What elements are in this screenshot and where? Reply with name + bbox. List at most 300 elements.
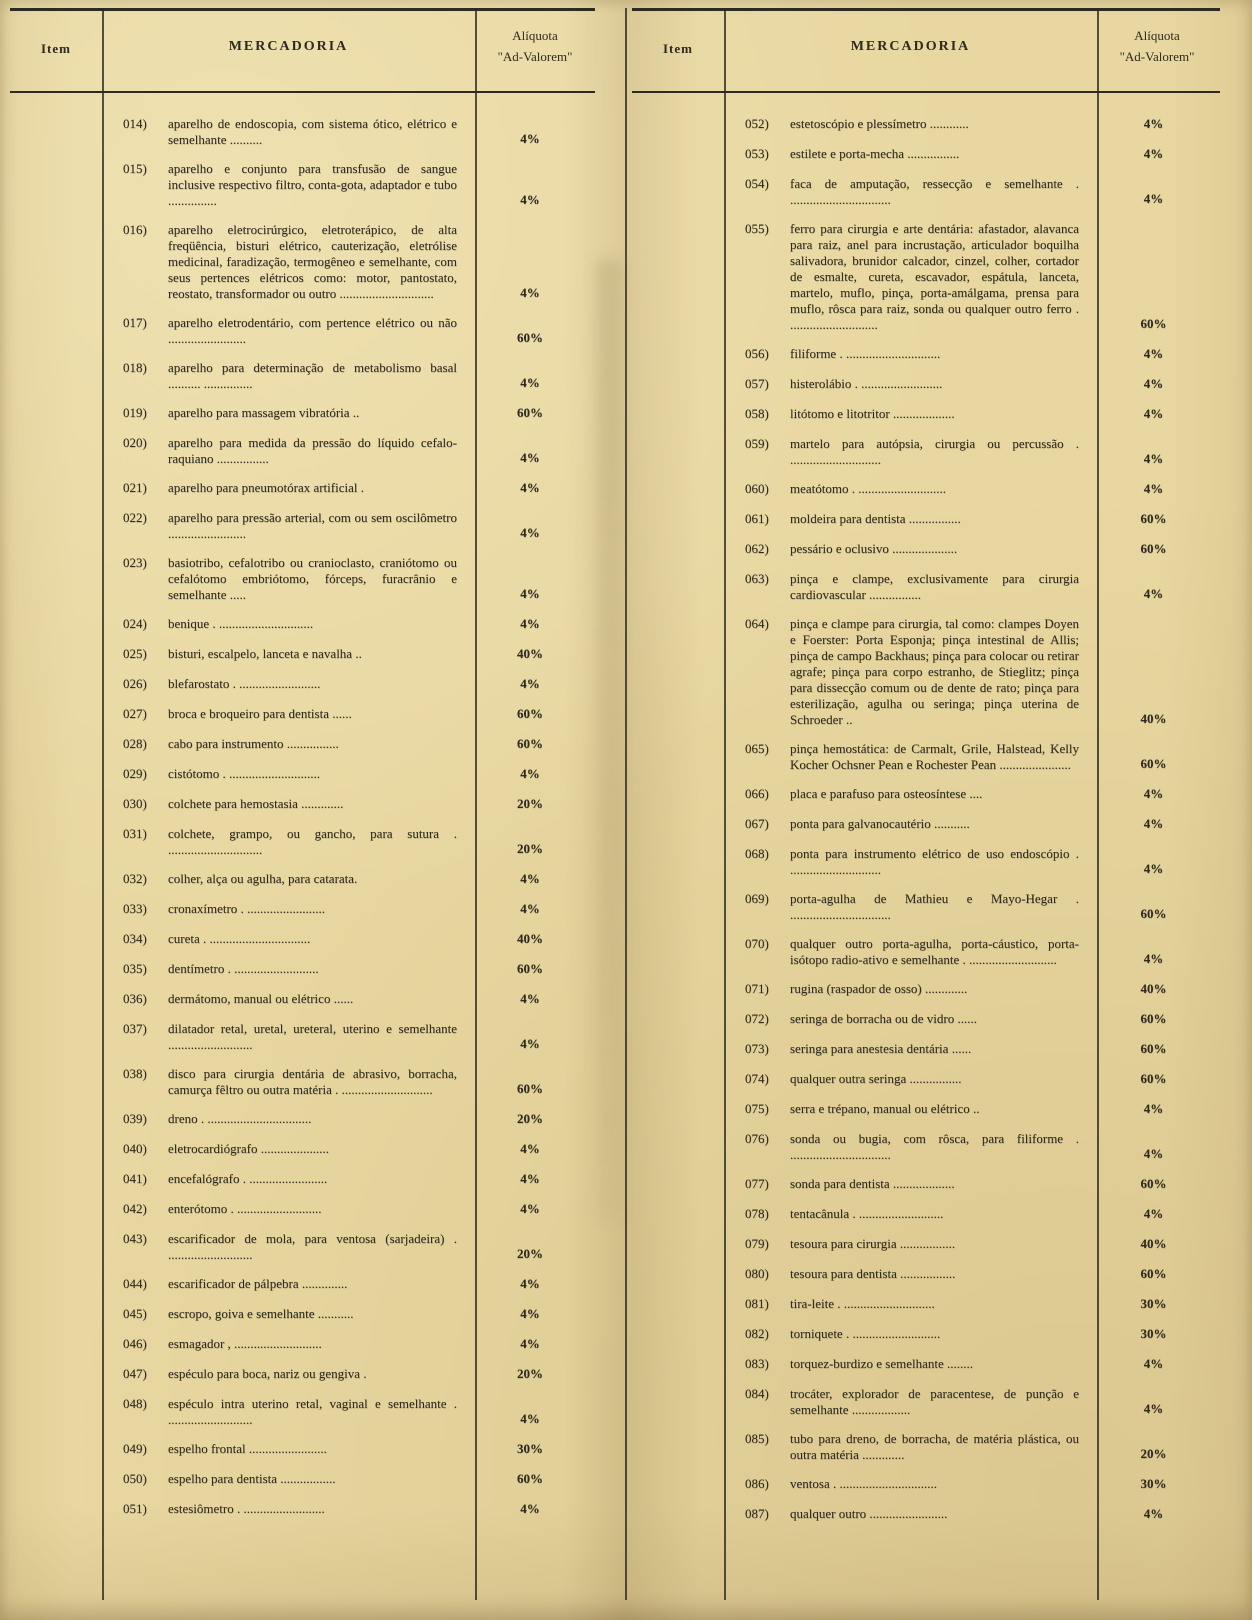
item-description: cabo para instrumento ................	[168, 736, 339, 751]
item-rate: 40%	[517, 646, 543, 661]
item-description: placa e parafuso para osteosíntese ....	[790, 786, 983, 801]
item-description: aparelho e conjunto para transfusão de sangue inclusive respectivo filtro, conta-gota, adaptador e tubo ...............	[168, 161, 457, 208]
item-rate: 60%	[1140, 1176, 1167, 1191]
tariff-row	[10, 1306, 595, 1323]
item-number: 086)	[745, 1476, 769, 1491]
item-rate: 4%	[520, 525, 540, 540]
item-description: colchete para hemostasia .............	[168, 796, 344, 811]
tariff-row	[632, 1236, 1220, 1253]
item-rate: 4%	[520, 991, 540, 1006]
item-rate: 20%	[517, 841, 543, 856]
item-number: 062)	[745, 541, 769, 556]
tariff-row	[632, 221, 1220, 333]
item-rate: 4%	[520, 676, 540, 691]
item-number: 084)	[745, 1386, 769, 1401]
right-column-header	[632, 8, 1220, 93]
tariff-row	[632, 176, 1220, 208]
item-rate: 4%	[1143, 116, 1164, 131]
tariff-row	[10, 1201, 595, 1218]
tariff-row	[10, 706, 595, 723]
item-number: 030)	[123, 796, 147, 811]
item-number: 021)	[123, 480, 147, 495]
tariff-row	[10, 796, 595, 813]
tariff-row	[632, 816, 1220, 833]
item-number: 087)	[745, 1506, 769, 1521]
item-number: 033)	[123, 901, 147, 916]
item-description: dermátomo, manual ou elétrico ......	[168, 991, 354, 1006]
item-rate: 4%	[520, 901, 540, 916]
tariff-row	[632, 376, 1220, 393]
item-description: faca de amputação, ressecção e semelhante . ...............................	[790, 176, 1079, 207]
item-description: escarificador de pálpebra ..............	[168, 1276, 348, 1291]
item-rate: 4%	[520, 1336, 540, 1351]
item-number: 037)	[123, 1021, 147, 1036]
tariff-row	[632, 1131, 1220, 1163]
item-number: 078)	[745, 1206, 769, 1221]
item-description: aparelho para massagem vibratória ..	[168, 405, 360, 420]
item-number: 045)	[123, 1306, 147, 1321]
tariff-row	[10, 435, 595, 467]
tariff-row	[632, 481, 1220, 498]
item-rate: 60%	[1140, 1041, 1167, 1056]
item-description: aparelho para pneumotórax artificial .	[168, 480, 364, 495]
item-description: pinça e clampe para cirurgia, tal como: clampes Doyen e Foerster: Porta Esponja; pinça intestinal de Allis; pinça de campo Backhaus; pinça para colocar ou retirar agrafe; pinça para corpo estranho, de Stieglitz; pinça para dissecção comum ou de dente de rato; pinça para esterilização, agulha ou seringa; pinça uterina de Schroeder ..	[790, 616, 1079, 727]
item-number: 035)	[123, 961, 147, 976]
tariff-row	[10, 222, 595, 302]
item-description: tesoura para cirurgia .................	[790, 1236, 956, 1251]
item-number: 038)	[123, 1066, 147, 1081]
vertical-rule	[625, 8, 627, 1600]
tariff-row	[10, 1231, 595, 1263]
item-number: 067)	[745, 816, 769, 831]
item-description: benique . .............................	[168, 616, 314, 631]
item-number: 066)	[745, 786, 769, 801]
item-description: qualquer outro porta-agulha, porta-cáustico, porta-isótopo radio-ativo e semelhante . ...........................	[790, 936, 1079, 967]
tariff-row	[632, 1386, 1220, 1418]
item-description: espéculo para boca, nariz ou gengiva .	[168, 1366, 367, 1381]
item-description: eletrocardiógrafo .....................	[168, 1141, 330, 1156]
item-description: ventosa . ..............................	[790, 1476, 937, 1491]
tariff-row	[10, 961, 595, 978]
item-number: 081)	[745, 1296, 769, 1311]
item-rate: 60%	[1140, 316, 1167, 331]
item-rate: 20%	[517, 796, 543, 811]
item-number: 077)	[745, 1176, 769, 1191]
item-description: encefalógrafo . ........................	[168, 1171, 328, 1186]
item-rate: 4%	[1143, 1356, 1164, 1371]
item-description: tentacânula . ..........................	[790, 1206, 944, 1221]
item-number: 019)	[123, 405, 147, 420]
item-description: colher, alça ou agulha, para catarata.	[168, 871, 358, 886]
tariff-row	[632, 1356, 1220, 1373]
item-number: 085)	[745, 1431, 769, 1446]
item-description: qualquer outra seringa ................	[790, 1071, 962, 1086]
item-rate: 4%	[1143, 1206, 1164, 1221]
item-number: 022)	[123, 510, 147, 525]
item-number: 076)	[745, 1131, 769, 1146]
item-description: torquez-burdizo e semelhante ........	[790, 1356, 974, 1371]
item-number: 032)	[123, 871, 147, 886]
item-rate: 40%	[1140, 711, 1167, 726]
item-number: 071)	[745, 981, 769, 996]
tariff-row	[632, 541, 1220, 558]
item-number: 054)	[745, 176, 769, 191]
item-number: 074)	[745, 1071, 769, 1086]
item-number: 017)	[123, 315, 147, 330]
item-description: histerolábio . .........................	[790, 376, 943, 391]
item-number: 042)	[123, 1201, 147, 1216]
item-number: 082)	[745, 1326, 769, 1341]
item-number: 083)	[745, 1356, 769, 1371]
item-number: 034)	[123, 931, 147, 946]
item-description: aparelho para medida da pressão do líquido cefalo-raquiano ................	[168, 435, 457, 466]
item-rate: 4%	[1143, 451, 1164, 466]
tariff-row	[10, 1471, 595, 1488]
item-rate: 60%	[1140, 1071, 1167, 1086]
item-description: seringa para anestesia dentária ......	[790, 1041, 972, 1056]
item-number: 043)	[123, 1231, 147, 1246]
item-number: 036)	[123, 991, 147, 1006]
item-description: ponta para instrumento elétrico de uso endoscópio . ............................	[790, 846, 1079, 877]
vertical-rule	[102, 8, 104, 1600]
item-description: dilatador retal, uretal, ureteral, uterino e semelhante ..........................	[168, 1021, 457, 1052]
item-number: 049)	[123, 1441, 147, 1456]
item-rate: 60%	[1140, 541, 1167, 556]
item-rate: 30%	[1140, 1326, 1167, 1341]
item-rate: 4%	[520, 450, 540, 465]
item-description: pinça e clampe, exclusivamente para cirurgia cardiovascular ................	[790, 571, 1079, 602]
tariff-row	[10, 826, 595, 858]
header-aliquota-line1: Alíquota	[1134, 28, 1180, 43]
item-description: estetoscópio e plessímetro ............	[790, 116, 969, 131]
item-number: 051)	[123, 1501, 147, 1516]
tariff-row	[10, 116, 595, 148]
item-rate: 4%	[520, 375, 540, 390]
item-description: bisturi, escalpelo, lanceta e navalha ..	[168, 646, 362, 661]
tariff-row	[10, 1501, 595, 1518]
tariff-row	[10, 736, 595, 753]
item-number: 026)	[123, 676, 147, 691]
item-number: 047)	[123, 1366, 147, 1381]
item-rate: 30%	[1140, 1296, 1167, 1311]
header-aliquota-label	[1097, 25, 1217, 67]
tariff-row	[10, 1066, 595, 1098]
item-rate: 60%	[1140, 1011, 1167, 1026]
item-rate: 4%	[1143, 191, 1164, 206]
item-description: tubo para dreno, de borracha, de matéria plástica, ou outra matéria .............	[790, 1431, 1079, 1462]
item-number: 073)	[745, 1041, 769, 1056]
item-description: dentímetro . ..........................	[168, 961, 319, 976]
left-items-list	[10, 116, 595, 1531]
item-description: filiforme . .............................	[790, 346, 941, 361]
item-description: trocáter, explorador de paracentese, de punção e semelhante ..................	[790, 1386, 1079, 1417]
header-aliquota-line1: Alíquota	[512, 28, 558, 43]
item-description: espelho frontal ........................	[168, 1441, 327, 1456]
item-number: 031)	[123, 826, 147, 841]
item-description: escarificador de mola, para ventosa (sarjadeira) . ..........................	[168, 1231, 457, 1262]
item-number: 064)	[745, 616, 769, 631]
item-number: 014)	[123, 116, 147, 131]
tariff-row	[10, 1141, 595, 1158]
item-number: 061)	[745, 511, 769, 526]
item-number: 027)	[123, 706, 147, 721]
item-number: 058)	[745, 406, 769, 421]
right-column	[632, 8, 1220, 1608]
tariff-row	[632, 1011, 1220, 1028]
item-description: esmagador , ...........................	[168, 1336, 322, 1351]
tariff-row	[10, 480, 595, 497]
item-description: tesoura para dentista .................	[790, 1266, 956, 1281]
vertical-rule	[724, 8, 726, 1600]
tariff-row	[10, 931, 595, 948]
tariff-row	[10, 510, 595, 542]
tariff-row	[632, 981, 1220, 998]
item-rate: 40%	[1140, 981, 1167, 996]
item-number: 048)	[123, 1396, 147, 1411]
item-number: 065)	[745, 741, 769, 756]
tariff-row	[632, 1326, 1220, 1343]
item-rate: 20%	[517, 1111, 543, 1126]
item-number: 023)	[123, 555, 147, 570]
item-rate: 4%	[1143, 861, 1164, 876]
header-aliquota-line2: "Ad-Valorem"	[1119, 49, 1195, 64]
item-description: sonda para dentista ...................	[790, 1176, 955, 1191]
item-description: estilete e porta-mecha ................	[790, 146, 960, 161]
item-rate: 60%	[517, 330, 543, 345]
item-description: enterótomo . ..........................	[168, 1201, 322, 1216]
item-description: meatótomo . ...........................	[790, 481, 946, 496]
item-number: 070)	[745, 936, 769, 951]
item-number: 018)	[123, 360, 147, 375]
item-number: 059)	[745, 436, 769, 451]
item-rate: 4%	[1143, 786, 1164, 801]
tariff-row	[632, 846, 1220, 878]
tariff-row	[632, 1071, 1220, 1088]
item-rate: 4%	[520, 766, 540, 781]
item-number: 046)	[123, 1336, 147, 1351]
vertical-rule	[475, 8, 477, 1600]
tariff-row	[10, 1171, 595, 1188]
item-description: espelho para dentista .................	[168, 1471, 336, 1486]
item-description: cronaxímetro . ........................	[168, 901, 326, 916]
item-rate: 60%	[1140, 511, 1167, 526]
tariff-row	[10, 676, 595, 693]
item-rate: 4%	[1143, 951, 1164, 966]
item-rate: 60%	[517, 1081, 543, 1096]
header-mercadoria-label: MERCADORIA	[228, 39, 349, 54]
item-rate: 4%	[1143, 146, 1164, 161]
item-rate: 4%	[1143, 1506, 1164, 1521]
item-description: aparelho para pressão arterial, com ou sem oscilômetro ........................	[168, 510, 457, 541]
header-item-label: Item	[41, 41, 71, 56]
item-rate: 4%	[520, 192, 540, 207]
tariff-row	[632, 1476, 1220, 1493]
item-number: 080)	[745, 1266, 769, 1281]
tariff-row	[10, 766, 595, 783]
item-description: rugina (raspador de osso) .............	[790, 981, 968, 996]
item-description: escropo, goiva e semelhante ...........	[168, 1306, 354, 1321]
item-rate: 60%	[517, 405, 543, 420]
tariff-row	[10, 555, 595, 603]
item-description: aparelho eletrodentário, com pertence elétrico ou não ........................	[168, 315, 457, 346]
item-rate: 4%	[1143, 816, 1164, 831]
item-rate: 60%	[1140, 756, 1167, 771]
item-description: espéculo intra uterino retal, vaginal e semelhante . ..........................	[168, 1396, 457, 1427]
item-description: dreno . ................................	[168, 1111, 312, 1126]
left-column	[10, 8, 595, 1608]
tariff-row	[10, 1276, 595, 1293]
item-rate: 4%	[1143, 1401, 1164, 1416]
item-rate: 4%	[1143, 586, 1164, 601]
tariff-row	[632, 146, 1220, 163]
item-description: litótomo e litotritor ...................	[790, 406, 955, 421]
item-rate: 60%	[517, 706, 543, 721]
left-column-header	[10, 8, 595, 93]
vertical-rule	[1097, 8, 1099, 1600]
item-number: 024)	[123, 616, 147, 631]
item-rate: 60%	[1140, 1266, 1167, 1281]
item-rate: 4%	[520, 1036, 540, 1051]
item-rate: 20%	[517, 1366, 543, 1381]
item-description: cureta . ...............................	[168, 931, 311, 946]
item-number: 041)	[123, 1171, 147, 1186]
item-description: disco para cirurgia dentária de abrasivo, borracha, camurça fêltro ou outra matéria . ............................	[168, 1066, 457, 1097]
item-number: 039)	[123, 1111, 147, 1126]
item-rate: 4%	[520, 1141, 540, 1156]
tariff-row	[10, 1366, 595, 1383]
tariff-row	[10, 315, 595, 347]
item-rate: 4%	[520, 1276, 540, 1291]
item-description: martelo para autópsia, cirurgia ou percussão . ............................	[790, 436, 1079, 467]
tariff-row	[10, 1111, 595, 1128]
item-description: seringa de borracha ou de vidro ......	[790, 1011, 977, 1026]
item-rate: 30%	[517, 1441, 543, 1456]
tariff-row	[632, 1041, 1220, 1058]
item-description: serra e trépano, manual ou elétrico ..	[790, 1101, 980, 1116]
tariff-row	[632, 1176, 1220, 1193]
header-aliquota-label	[475, 25, 595, 67]
tariff-row	[632, 571, 1220, 603]
item-number: 029)	[123, 766, 147, 781]
item-rate: 4%	[1143, 1146, 1164, 1161]
item-number: 050)	[123, 1471, 147, 1486]
item-description: tira-leite . ............................	[790, 1296, 935, 1311]
item-number: 069)	[745, 891, 769, 906]
item-number: 040)	[123, 1141, 147, 1156]
tariff-row	[632, 1266, 1220, 1283]
item-number: 057)	[745, 376, 769, 391]
item-description: estesiômetro . .........................	[168, 1501, 325, 1516]
tariff-row	[10, 1021, 595, 1053]
item-rate: 30%	[1140, 1476, 1167, 1491]
item-rate: 40%	[1140, 1236, 1167, 1251]
item-description: broca e broqueiro para dentista ......	[168, 706, 352, 721]
item-number: 056)	[745, 346, 769, 361]
item-rate: 4%	[520, 1306, 540, 1321]
item-number: 053)	[745, 146, 769, 161]
item-rate: 4%	[1143, 481, 1164, 496]
tariff-row	[10, 871, 595, 888]
item-number: 015)	[123, 161, 147, 176]
tariff-row	[632, 1101, 1220, 1118]
item-rate: 60%	[1140, 906, 1167, 921]
item-rate: 4%	[520, 1501, 540, 1516]
header-mercadoria-label: MERCADORIA	[850, 39, 971, 54]
tariff-row	[632, 891, 1220, 923]
tariff-row	[632, 406, 1220, 423]
item-rate: 4%	[520, 616, 540, 631]
item-rate: 4%	[520, 1411, 540, 1426]
tariff-row	[10, 646, 595, 663]
item-number: 052)	[745, 116, 769, 131]
tariff-row	[632, 936, 1220, 968]
tariff-row	[632, 346, 1220, 363]
item-rate: 60%	[517, 736, 543, 751]
item-description: pinça hemostática: de Carmalt, Grile, Halstead, Kelly Kocher Ochsner Pean e Rochester Pean ......................	[790, 741, 1079, 772]
item-rate: 4%	[1143, 376, 1164, 391]
item-rate: 4%	[520, 480, 540, 495]
tariff-row	[10, 901, 595, 918]
item-rate: 4%	[520, 285, 540, 300]
item-number: 072)	[745, 1011, 769, 1026]
tariff-row	[632, 1296, 1220, 1313]
item-rate: 4%	[520, 1201, 540, 1216]
tariff-row	[632, 511, 1220, 528]
item-rate: 60%	[517, 1471, 543, 1486]
item-description: porta-agulha de Mathieu e Mayo-Hegar . ...............................	[790, 891, 1079, 922]
item-rate: 4%	[520, 1171, 540, 1186]
item-rate: 4%	[520, 586, 540, 601]
item-description: cistótomo . ............................	[168, 766, 321, 781]
item-description: qualquer outro ........................	[790, 1506, 948, 1521]
item-rate: 4%	[520, 131, 540, 146]
item-number: 079)	[745, 1236, 769, 1251]
item-rate: 4%	[1143, 346, 1164, 361]
tariff-row	[10, 1396, 595, 1428]
item-description: blefarostato . .........................	[168, 676, 321, 691]
tariff-row	[10, 1441, 595, 1458]
item-rate: 20%	[517, 1246, 543, 1261]
tariff-row	[10, 161, 595, 209]
item-description: basiotribo, cefalotribo ou cranioclasto, craniótomo ou cefalótomo embriótomo, fórceps, furacrânio e semelhante .....	[168, 555, 457, 602]
item-number: 075)	[745, 1101, 769, 1116]
item-rate: 4%	[1143, 1101, 1164, 1116]
item-number: 060)	[745, 481, 769, 496]
tariff-row	[632, 116, 1220, 133]
item-number: 020)	[123, 435, 147, 450]
item-rate: 4%	[520, 871, 540, 886]
tariff-row	[632, 1431, 1220, 1463]
tariff-row	[10, 1336, 595, 1353]
item-description: colchete, grampo, ou gancho, para sutura . .............................	[168, 826, 457, 857]
tariff-row	[632, 1206, 1220, 1223]
item-description: pessário e oclusivo ....................	[790, 541, 958, 556]
tariff-row	[632, 1506, 1220, 1523]
item-rate: 60%	[517, 961, 543, 976]
tariff-row	[10, 616, 595, 633]
item-description: ponta para galvanocautério ...........	[790, 816, 970, 831]
item-description: aparelho para determinação de metabolismo basal .......... ...............	[168, 360, 457, 391]
item-number: 068)	[745, 846, 769, 861]
item-description: torniquete . ...........................	[790, 1326, 941, 1341]
item-rate: 40%	[517, 931, 543, 946]
tariff-row	[632, 616, 1220, 728]
tariff-row	[10, 360, 595, 392]
header-item-label: Item	[663, 41, 693, 56]
item-rate: 20%	[1140, 1446, 1167, 1461]
item-number: 044)	[123, 1276, 147, 1291]
item-number: 025)	[123, 646, 147, 661]
